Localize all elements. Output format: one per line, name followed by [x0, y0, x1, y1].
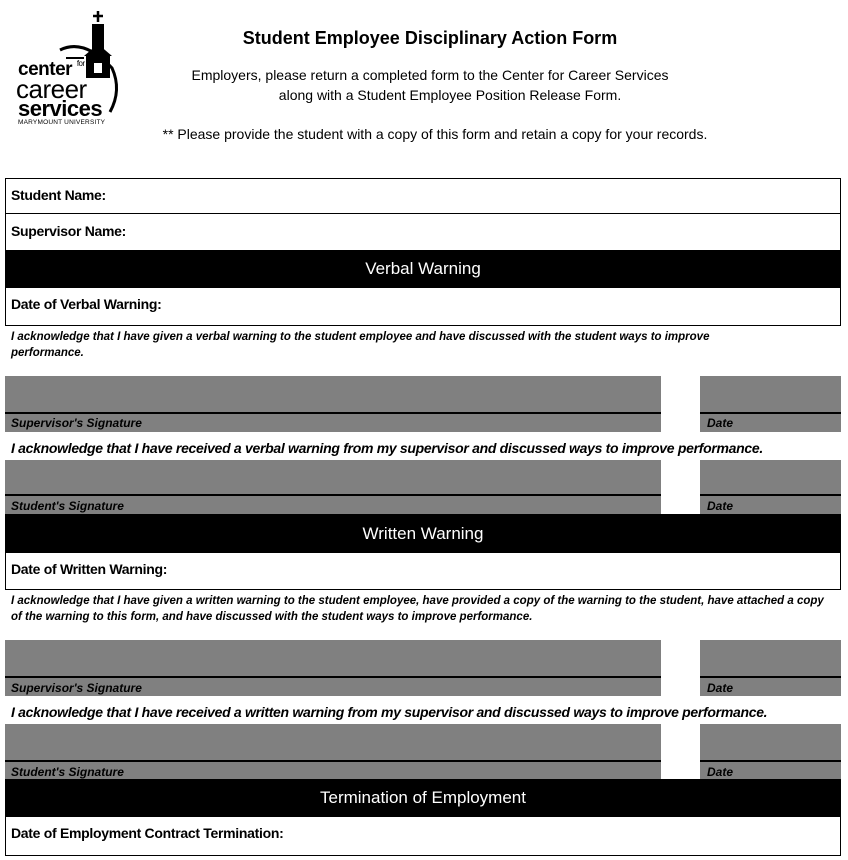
logo-line1-small: for — [76, 59, 85, 68]
verbal-date-label: Date of Verbal Warning: — [11, 296, 162, 312]
supervisor-name-field[interactable] — [5, 213, 841, 251]
instruction-line-1: Employers, please return a completed form to the Center for Career Services — [191, 67, 669, 83]
verbal-student-signature-label: Student's Signature — [11, 499, 124, 513]
logo-line1: center — [18, 59, 73, 80]
written-student-signature-label: Student's Signature — [11, 765, 124, 779]
written-supervisor-ack: I acknowledge that I have given a written warning to the student employee, have provided a copy of the warning to the student, have attached a copy of the warning to this form, and have discussed with the student ways to improve performance. — [11, 595, 824, 623]
copy-note: ** Please provide the student with a copy of this form and retain a copy for your records. — [162, 126, 708, 142]
form-title: Student Employee Disciplinary Action Form — [242, 28, 618, 48]
written-supervisor-signature-field[interactable] — [5, 640, 661, 676]
written-supervisor-date-label: Date — [707, 681, 734, 695]
written-warning-heading: Written Warning — [5, 514, 841, 553]
verbal-student-date-label: Date — [707, 499, 734, 513]
termination-date-label: Date of Employment Contract Termination: — [11, 825, 284, 841]
verbal-warning-heading: Verbal Warning — [5, 250, 841, 288]
supervisor-name-label: Supervisor Name: — [11, 223, 127, 239]
verbal-student-date-field[interactable] — [700, 460, 841, 494]
logo-line4: MARYMOUNT UNIVERSITY — [18, 119, 106, 126]
written-date-label: Date of Written Warning: — [11, 561, 168, 577]
written-student-date-field[interactable] — [700, 724, 841, 760]
verbal-supervisor-signature-label: Supervisor's Signature — [11, 416, 142, 430]
written-student-ack: I acknowledge that I have received a written warning from my supervisor and discussed ways to improve performance. — [11, 704, 768, 720]
instruction-line-2: along with a Student Employee Position Release Form. — [278, 87, 622, 103]
verbal-supervisor-signature-field[interactable] — [5, 376, 661, 412]
written-student-signature-field[interactable] — [5, 724, 661, 760]
termination-heading: Termination of Employment — [5, 779, 841, 817]
written-supervisor-signature-label: Supervisor's Signature — [11, 681, 142, 695]
verbal-supervisor-date-label: Date — [707, 416, 734, 430]
verbal-student-signature-field[interactable] — [5, 460, 661, 494]
logo-line2: career — [16, 74, 87, 104]
verbal-supervisor-date-field[interactable] — [700, 376, 841, 412]
student-name-label: Student Name: — [11, 187, 106, 203]
verbal-supervisor-ack: I acknowledge that I have given a verbal warning to the student employee and have discussed with the student ways to improve performance. — [11, 331, 710, 359]
student-name-field[interactable] — [5, 178, 841, 214]
written-supervisor-date-field[interactable] — [700, 640, 841, 676]
verbal-student-ack: I acknowledge that I have received a verbal warning from my supervisor and discussed ways to improve performance. — [11, 440, 763, 456]
logo-line3: services — [18, 96, 103, 121]
career-services-logo — [14, 8, 124, 126]
written-student-date-label: Date — [707, 765, 734, 779]
